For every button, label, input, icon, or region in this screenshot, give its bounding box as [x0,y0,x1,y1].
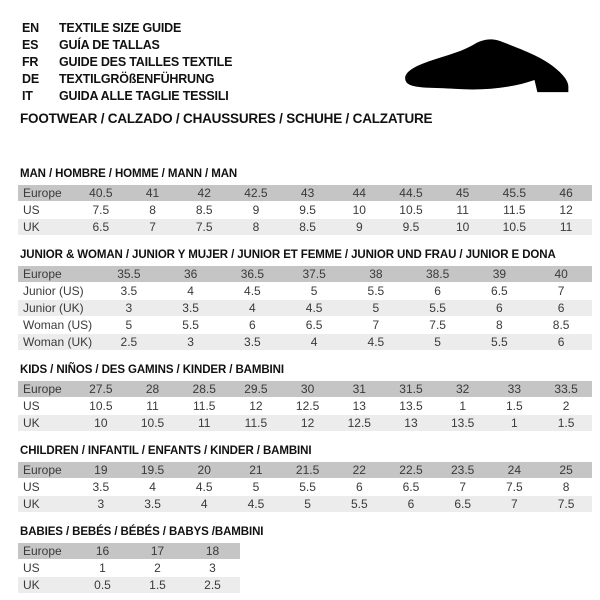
size-cell: 33 [489,381,541,398]
size-cell: 6 [333,479,385,496]
size-table-section [18,526,592,594]
size-cell: 13.5 [385,398,437,415]
size-cell: 11.5 [230,415,282,432]
size-cell: 9 [230,202,282,219]
size-cell: 36.5 [222,266,284,283]
size-row [18,577,240,594]
size-cell: 5 [282,496,334,513]
row-label-cell: Woman (US) [18,317,98,334]
size-cell: 5.5 [282,479,334,496]
size-cell: 1.5 [489,398,541,415]
row-label-cell: UK [18,219,75,236]
size-cell: 7 [530,283,592,300]
size-table-section [18,445,592,513]
size-cell: 2.5 [98,334,160,351]
size-cell: 7.5 [489,479,541,496]
size-cell: 30 [282,381,334,398]
language-code: DE [22,72,39,86]
size-cell: 6.5 [437,496,489,513]
size-cell: 43 [282,185,334,202]
language-code: IT [22,89,33,103]
language-row-en [22,20,232,37]
category-title: FOOTWEAR / CALZADO / CHAUSSURES / SCHUHE / CALZATURE [20,111,433,126]
size-row [18,496,592,513]
size-table [18,266,592,351]
size-cell: 3 [160,334,222,351]
size-cell: 10 [437,219,489,236]
size-cell: 19.5 [127,462,179,479]
size-cell: 3.5 [160,300,222,317]
table-title: BABIES / BEBÉS / BÉBÉS / BABYS /BAMBINI [20,526,264,538]
size-cell: 0.5 [75,577,130,594]
size-table [18,462,592,513]
size-cell: 16 [75,543,130,560]
size-cell: 21 [230,462,282,479]
size-cell: 3 [185,560,240,577]
size-cell: 12.5 [333,415,385,432]
size-cell: 4 [160,283,222,300]
size-cell: 6.5 [75,219,127,236]
size-cell: 4.5 [230,496,282,513]
size-cell: 8.5 [178,202,230,219]
size-cell: 13 [385,415,437,432]
size-row [18,219,592,236]
size-cell: 27.5 [75,381,127,398]
size-cell: 2 [540,398,592,415]
size-cell: 3.5 [127,496,179,513]
size-cell: 44 [333,185,385,202]
row-label-cell: UK [18,577,75,594]
size-cell: 45.5 [489,185,541,202]
language-label: GUIDE DES TAILLES TEXTILE [59,55,233,69]
row-label-cell: UK [18,415,75,432]
size-table-section [18,168,592,236]
size-cell: 2.5 [185,577,240,594]
size-cell: 44.5 [385,185,437,202]
size-cell: 1 [75,560,130,577]
size-cell: 5.5 [345,283,407,300]
size-cell: 7.5 [178,219,230,236]
size-row [18,398,592,415]
size-cell: 33.5 [540,381,592,398]
size-cell: 7 [345,317,407,334]
size-row [18,543,240,560]
size-row [18,381,592,398]
size-cell: 7 [437,479,489,496]
size-cell: 6 [469,300,531,317]
size-cell: 11 [178,415,230,432]
size-cell: 23.5 [437,462,489,479]
size-cell: 24 [489,462,541,479]
size-cell: 4 [283,334,345,351]
size-cell: 38.5 [407,266,469,283]
size-row [18,479,592,496]
size-cell: 6 [222,317,284,334]
size-cell: 7 [127,219,179,236]
table-title: CHILDREN / INFANTIL / ENFANTS / KINDER / BAMBINI [20,445,312,457]
language-label: TEXTILE SIZE GUIDE [59,21,182,35]
size-cell: 13 [333,398,385,415]
shoe-icon [396,33,581,95]
row-label-cell: Europe [18,543,75,560]
size-table [18,543,240,594]
size-cell: 10.5 [385,202,437,219]
size-cell: 28.5 [178,381,230,398]
size-row [18,185,592,202]
language-row-es [22,37,232,54]
size-cell: 8 [127,202,179,219]
row-label-cell: Europe [18,266,98,283]
size-cell: 3.5 [75,479,127,496]
size-cell: 28 [127,381,179,398]
size-cell: 6.5 [469,283,531,300]
row-label-cell: US [18,479,75,496]
language-row-it [22,88,232,105]
size-cell: 5 [407,334,469,351]
size-cell: 8 [469,317,531,334]
size-tables [18,160,592,594]
language-code: ES [22,38,39,52]
size-row [18,334,592,351]
size-cell: 2 [130,560,185,577]
language-row-fr [22,54,232,71]
size-cell: 41 [127,185,179,202]
size-cell: 11 [540,219,592,236]
size-cell: 5 [230,479,282,496]
language-row-de [22,71,232,88]
row-label-cell: Junior (UK) [18,300,98,317]
size-cell: 7.5 [75,202,127,219]
size-cell: 6 [530,334,592,351]
size-cell: 35.5 [98,266,160,283]
language-list [22,20,232,105]
size-cell: 11.5 [178,398,230,415]
size-cell: 7 [489,496,541,513]
size-cell: 1.5 [130,577,185,594]
size-cell: 36 [160,266,222,283]
row-label-cell: US [18,560,75,577]
size-cell: 6 [385,496,437,513]
language-code: EN [22,21,39,35]
size-cell: 3 [75,496,127,513]
size-row [18,415,592,432]
size-cell: 7.5 [407,317,469,334]
size-cell: 42.5 [230,185,282,202]
size-cell: 13.5 [437,415,489,432]
row-label-cell: Woman (UK) [18,334,98,351]
size-cell: 4.5 [178,479,230,496]
size-table-section [18,249,592,351]
size-cell: 22.5 [385,462,437,479]
size-row [18,202,592,219]
size-cell: 20 [178,462,230,479]
table-title: MAN / HOMBRE / HOMME / MANN / MAN [20,168,238,180]
size-cell: 1 [437,398,489,415]
size-cell: 3.5 [222,334,284,351]
size-cell: 11 [437,202,489,219]
size-row [18,560,240,577]
size-cell: 11.5 [489,202,541,219]
size-cell: 1 [489,415,541,432]
size-cell: 42 [178,185,230,202]
row-label-cell: Europe [18,381,75,398]
size-cell: 9.5 [385,219,437,236]
row-label-cell: US [18,202,75,219]
size-cell: 10.5 [489,219,541,236]
size-cell: 9 [333,219,385,236]
row-label-cell: US [18,398,75,415]
size-cell: 6.5 [283,317,345,334]
language-label: TEXTILGRÖßENFÜHRUNG [59,72,215,86]
size-table [18,185,592,236]
size-cell: 10 [75,415,127,432]
size-cell: 4 [178,496,230,513]
size-cell: 8.5 [530,317,592,334]
size-cell: 6.5 [385,479,437,496]
size-cell: 4 [127,479,179,496]
size-cell: 25 [540,462,592,479]
size-cell: 17 [130,543,185,560]
row-label-cell: UK [18,496,75,513]
size-cell: 38 [345,266,407,283]
table-title: JUNIOR & WOMAN / JUNIOR Y MUJER / JUNIOR ET FEMME / JUNIOR UND FRAU / JUNIOR E DONA [20,249,556,261]
size-cell: 39 [469,266,531,283]
size-cell: 31 [333,381,385,398]
size-row [18,266,592,283]
size-cell: 1.5 [540,415,592,432]
size-cell: 40.5 [75,185,127,202]
size-row [18,283,592,300]
row-label-cell: Europe [18,462,75,479]
row-label-cell: Europe [18,185,75,202]
size-cell: 46 [540,185,592,202]
size-table-section [18,364,592,432]
size-cell: 18 [185,543,240,560]
size-row [18,462,592,479]
size-cell: 12.5 [282,398,334,415]
size-cell: 12 [540,202,592,219]
size-cell: 3 [98,300,160,317]
size-cell: 19 [75,462,127,479]
size-cell: 10.5 [75,398,127,415]
size-cell: 4.5 [283,300,345,317]
size-cell: 4.5 [345,334,407,351]
size-table [18,381,592,432]
size-cell: 11 [127,398,179,415]
size-row [18,317,592,334]
size-cell: 8 [230,219,282,236]
table-title: KIDS / NIÑOS / DES GAMINS / KINDER / BAMBINI [20,364,284,376]
size-cell: 10.5 [127,415,179,432]
size-cell: 10 [333,202,385,219]
size-cell: 5 [345,300,407,317]
size-cell: 5.5 [160,317,222,334]
language-label: GUÍA DE TALLAS [59,38,160,52]
language-label: GUIDA ALLE TAGLIE TESSILI [59,89,229,103]
size-cell: 3.5 [98,283,160,300]
row-label-cell: Junior (US) [18,283,98,300]
size-cell: 5 [98,317,160,334]
size-cell: 32 [437,381,489,398]
size-cell: 21.5 [282,462,334,479]
size-cell: 6 [407,283,469,300]
size-cell: 22 [333,462,385,479]
size-cell: 40 [530,266,592,283]
size-cell: 6 [530,300,592,317]
size-cell: 9.5 [282,202,334,219]
size-cell: 4.5 [222,283,284,300]
size-cell: 7.5 [540,496,592,513]
size-cell: 31.5 [385,381,437,398]
language-code: FR [22,55,39,69]
size-cell: 4 [222,300,284,317]
size-cell: 8 [540,479,592,496]
size-cell: 5 [283,283,345,300]
size-cell: 5.5 [407,300,469,317]
size-cell: 37.5 [283,266,345,283]
size-cell: 5.5 [333,496,385,513]
size-row [18,300,592,317]
size-cell: 29.5 [230,381,282,398]
size-cell: 12 [282,415,334,432]
size-cell: 8.5 [282,219,334,236]
size-cell: 45 [437,185,489,202]
size-cell: 12 [230,398,282,415]
size-cell: 5.5 [469,334,531,351]
